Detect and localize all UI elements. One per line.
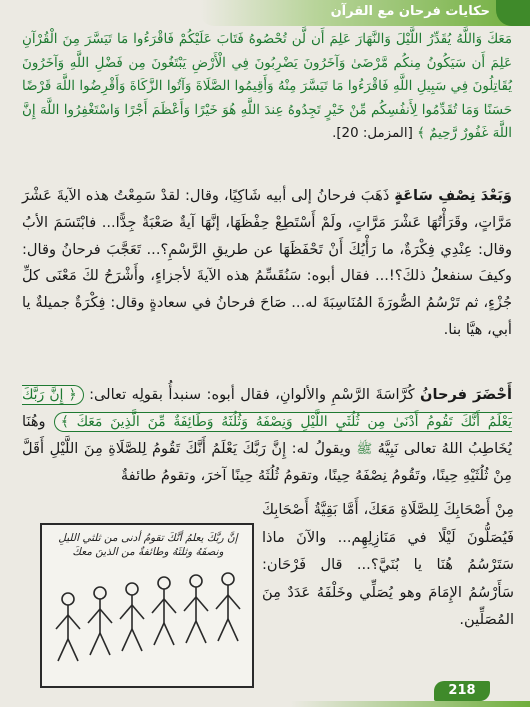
chapter-title: حكايات فرحان مع القرآن: [330, 4, 490, 19]
stick-figure: [216, 573, 240, 641]
header-ornament-icon: [496, 0, 530, 26]
verse-reference: [المزمل: 20].: [332, 126, 413, 142]
page-number: 218: [434, 681, 490, 701]
verse-text: مَعَكَ وَاللَّهُ يُقَدِّرُ اللَّيْلَ وَالنَّهَارَ عَلِمَ أَن لَّن تُحْصُوهُ فَتَابَ عَلَيْكُمْ فَاقْرَءُوا مَا تَيَسَّرَ مِنَ الْقُرْآنِ عَلِمَ أَن سَيَكُونُ مِنكُم مَّرْضَىٰ وَآخَرُونَ يَضْرِبُونَ فِي الْأَرْضِ يَبْتَغُونَ مِن فَضْلِ اللَّهِ وَآخَرُونَ يُقَاتِلُونَ فِي سَبِيلِ اللَّهِ فَاقْرَءُوا مَا تَيَسَّرَ مِنْهُ وَأَقِيمُوا الصَّلَاةَ وَآتُوا الزَّكَاةَ وَأَقْرِضُوا اللَّهَ قَرْضًا حَسَنًا وَمَا تُقَدِّمُوا لِأَنفُسِكُم مِّنْ خَيْرٍ تَجِدُوهُ عِندَ اللَّهِ هُوَ خَيْرًا وَأَعْظَمَ أَجْرًا وَاسْتَغْفِرُوا اللَّهَ إِنَّ اللَّهَ غَفُورٌ رَّحِيمٌ ﴾: [22, 32, 512, 142]
paragraph-two-lead: أَحْضَرَ فرحانُ: [420, 386, 512, 403]
paragraph-two-text: وهُنَا يُخَاطِبُ اللهُ تعالى نَبِيَّهُ: [22, 412, 512, 457]
stick-figure: [152, 577, 176, 645]
paragraph-three: مِنْ أَصْحَابِكَ لِلصَّلَاةِ مَعَكَ، أَمَّا بَقِيَّةُ أَصْحَابِكَ فَيُصَلُّونَ لَيْلًا في مَنَازِلِهِم... والآنَ ماذا سَتَرْسُمُ هُنَا يا بُنَيَّ؟... قال فَرْحَان: سَأَرْسُمُ الإِمَامَ وهو يُصَلِّي وخَلْفَهُ عَدَدٌ مِنَ المُصَلِّين.: [262, 501, 514, 628]
chapter-header-bar: [200, 0, 530, 26]
stick-figure: [184, 575, 208, 643]
inline-verse: ﴿ إِنَّ رَبَّكَ يَعْلَمُ أَنَّكَ تَقُومُ أَدْنَىٰ مِن ثُلُثَيِ اللَّيْلِ وَنِصْفَهُ وَثُلُثَهُ وَطَائِفَةٌ مِّنَ الَّذِينَ مَعَكَ ﴾: [22, 387, 513, 430]
drawing-caption: إنَّ ربَّكَ يعلمُ أنَّكَ تقومُ أدنى من ثلثي الليلِ ونصفَهُ وثلثَهُ وطائفةٌ من الذينَ معكَ: [58, 532, 238, 558]
pbuh-symbol: ﷺ: [356, 441, 373, 457]
quran-verse-block: [22, 28, 512, 146]
paragraph-one-text: ذَهَبَ فرحانُ إلى أبيه شَاكِيًا، وقال: لقدْ سَمِعْتُ هذه الآيةَ عَشْرَ مَرَّاتٍ، وقَرَأْتُهَا عَشْرَ مَرَّاتٍ، ولَمْ أَسْتَطِعْ حِفْظَهَا، إنَّهَا آيةٌ صَعْبَةٌ جِدًّا... فابْتَسَمَ الأبُ وقال: عِنْدِي فِكْرَةٌ، ما رَأْيُكَ أَنْ تَحْفَظَهَا عن طريقِ الرَّسْمِ؟... تَعَجَّبَ فرحانُ وقال: وكيفَ سنفعلُ ذلكَ؟!... فقال أبوه: سَنُقَسِّمُ هذه الآيةَ لأجزاءٍ، وأَشْرَحُ لكَ مَعْنَى كلِّ جُزْءٍ، ثم تَرْسُمُ الصُّورَةَ المُنَاسِبَةَ له... صَاحَ فرحانُ في سعادةٍ وقال: فِكْرَةٌ جميلةٌ يا أبي، هيَّا بنا.: [22, 187, 512, 338]
paragraph-one-lead: وَبَعْدَ نِصْفِ سَاعَةٍ: [394, 187, 512, 204]
footer-bar: [290, 701, 530, 707]
stick-figure: [88, 587, 112, 655]
stick-figure: [56, 593, 80, 661]
stick-figure: [120, 583, 144, 651]
paragraph-two-text-after: ويقولُ له: إِنَّ رَبَّكَ يَعْلَمُ أَنَّكَ تَقُومُ لِلصَّلَاةِ مِنَ اللَّيْلِ أَقَلَّ مِنْ ثُلُثَيْهِ حِينًا، وتَقُومُ نِصْفَهُ حِينًا، وتقومُ ثُلُثَهُ حِينًا آخرَ، وتقومُ طائفةٌ: [22, 439, 512, 485]
paragraph-two-intro: كُرَّاسَةَ الرَّسْمِ والألوانِ، فقال أبوه: سنبدأُ بقولِه تعالى:: [89, 386, 421, 403]
paragraph-two: [22, 382, 512, 490]
paragraph-one: [22, 183, 512, 344]
stick-figures-drawing: [42, 571, 252, 686]
child-drawing: [40, 523, 254, 688]
